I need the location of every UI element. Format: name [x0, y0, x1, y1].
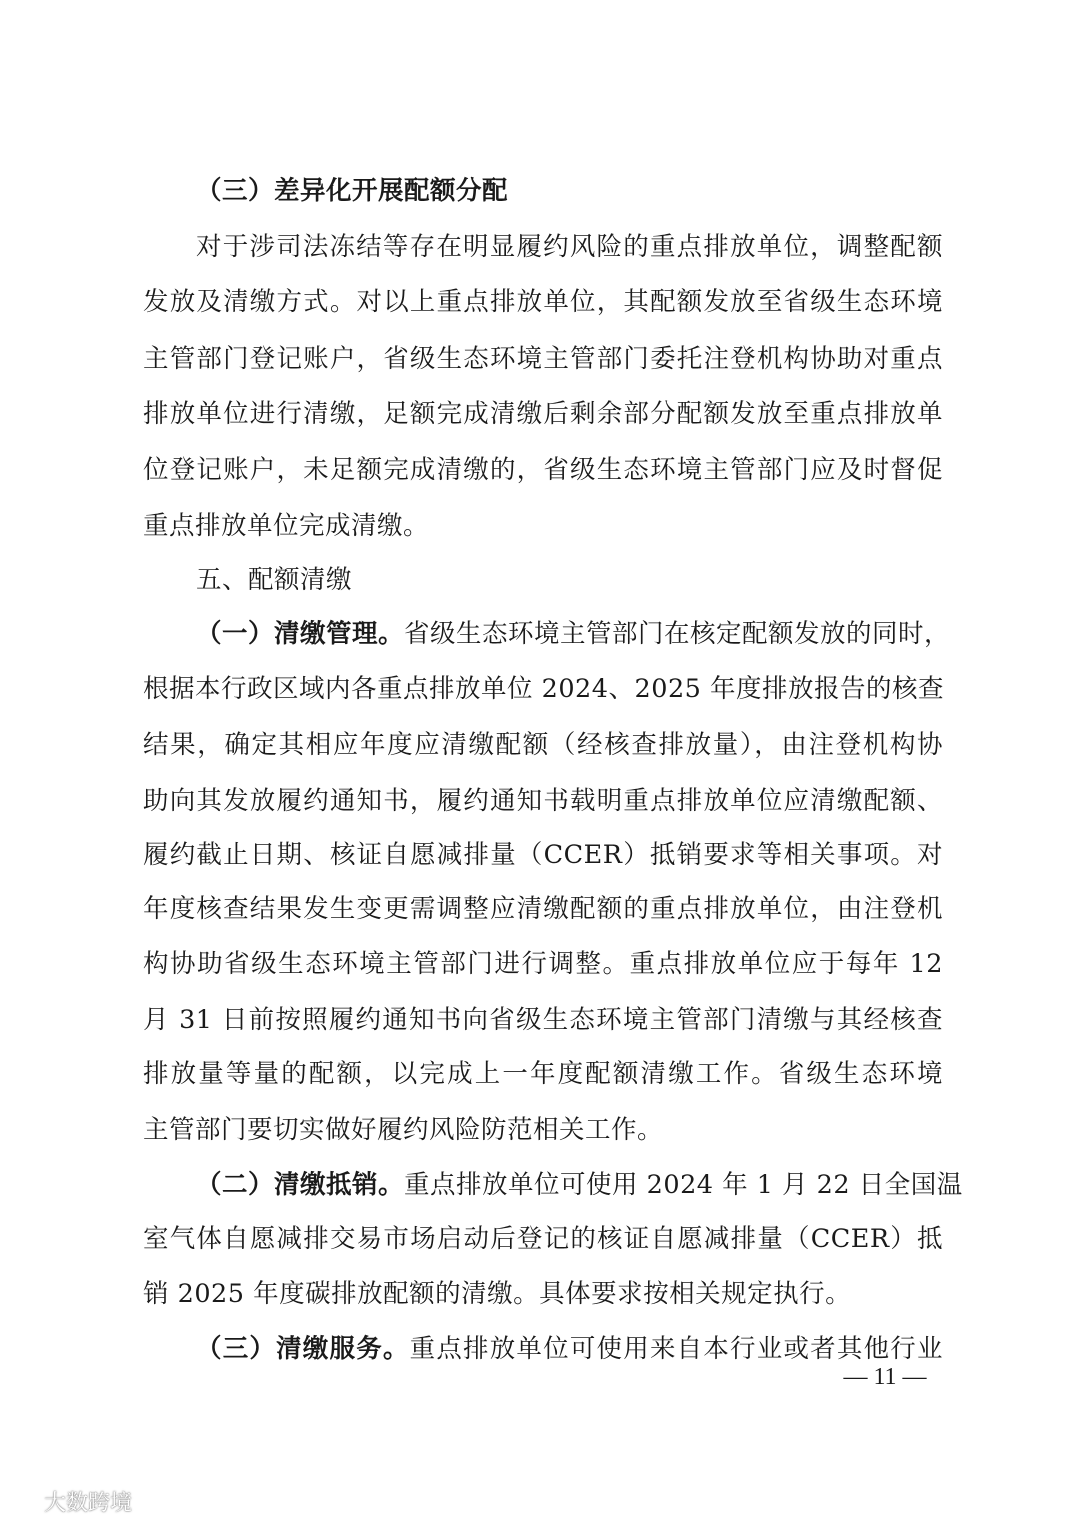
body-text: 主管部门登记账户，省级生态环境主管部门委托注登机构协助对重点 — [143, 344, 943, 374]
text-line — [143, 1111, 943, 1149]
section-heading: （三）差异化开展配额分配 — [196, 176, 509, 206]
body-text: 位登记账户，未足额完成清缴的，省级生态环境主管部门应及时督促 — [143, 455, 943, 485]
body-text: 重点排放单位可使用来自本行业或者其他行业 — [409, 1334, 943, 1364]
text-line — [143, 726, 943, 764]
text-line — [143, 340, 943, 378]
text-line — [143, 782, 943, 820]
body-text: 重点排放单位完成清缴。 — [143, 511, 430, 541]
section-heading: （三）清缴服务。 — [196, 1334, 410, 1364]
body-text: 主管部门要切实做好履约风险防范相关工作。 — [143, 1115, 664, 1145]
text-line — [143, 1001, 943, 1039]
text-line — [143, 836, 943, 874]
body-text: 履约截止日期、核证自愿减排量（CCER）抵销要求等相关事项。对 — [143, 840, 943, 870]
body-text: 重点排放单位可使用 2024 年 1 月 22 日全国温 — [404, 1170, 963, 1200]
text-line — [143, 670, 943, 708]
text-line — [143, 890, 943, 928]
text-line — [196, 228, 943, 266]
body-text: 排放单位进行清缴，足额完成清缴后剩余部分配额发放至重点排放单 — [143, 399, 943, 429]
watermark-text: 大数跨境 — [44, 1490, 133, 1516]
body-text: 省级生态环境主管部门在核定配额发放的同时， — [404, 619, 951, 649]
body-text: 对于涉司法冻结等存在明显履约风险的重点排放单位，调整配额 — [196, 232, 943, 262]
body-text: 发放及清缴方式。对以上重点排放单位，其配额发放至省级生态环境 — [143, 287, 943, 317]
section-heading: （一）清缴管理。 — [196, 619, 405, 649]
text-line — [143, 1055, 943, 1093]
text-line — [196, 561, 943, 599]
text-line — [143, 507, 943, 545]
body-text: 结果，确定其相应年度应清缴配额（经核查排放量），由注登机构协 — [143, 730, 943, 760]
page-number: — 11 — — [843, 1364, 927, 1390]
body-text: 排放量等量的配额，以完成上一年度配额清缴工作。省级生态环境 — [143, 1059, 943, 1089]
text-line — [143, 395, 943, 433]
text-line — [196, 1166, 963, 1204]
body-text: 月 31 日前按照履约通知书向省级生态环境主管部门清缴与其经核查 — [143, 1005, 943, 1035]
body-text: 助向其发放履约通知书，履约通知书载明重点排放单位应清缴配额、 — [143, 786, 943, 816]
text-line — [143, 1220, 943, 1258]
text-line — [196, 615, 951, 653]
body-text: 销 2025 年度碳排放配额的清缴。具体要求按相关规定执行。 — [143, 1279, 852, 1309]
body-text: 年度核查结果发生变更需调整应清缴配额的重点排放单位，由注登机 — [143, 894, 943, 924]
watermark — [8, 1484, 132, 1518]
body-text: 根据本行政区域内各重点排放单位 2024、2025 年度排放报告的核查 — [143, 674, 945, 704]
speech-bubble-icon — [8, 1486, 38, 1516]
text-line — [143, 283, 943, 321]
body-text: 室气体自愿减排交易市场启动后登记的核证自愿减排量（CCER）抵 — [143, 1224, 943, 1254]
text-line — [143, 1275, 943, 1313]
text-line — [196, 172, 943, 210]
section-heading: （二）清缴抵销。 — [196, 1170, 405, 1200]
text-line — [143, 451, 943, 489]
body-text: 构协助省级生态环境主管部门进行调整。重点排放单位应于每年 12 — [143, 949, 943, 979]
body-text: 五、配额清缴 — [196, 565, 353, 595]
text-line — [143, 945, 943, 983]
